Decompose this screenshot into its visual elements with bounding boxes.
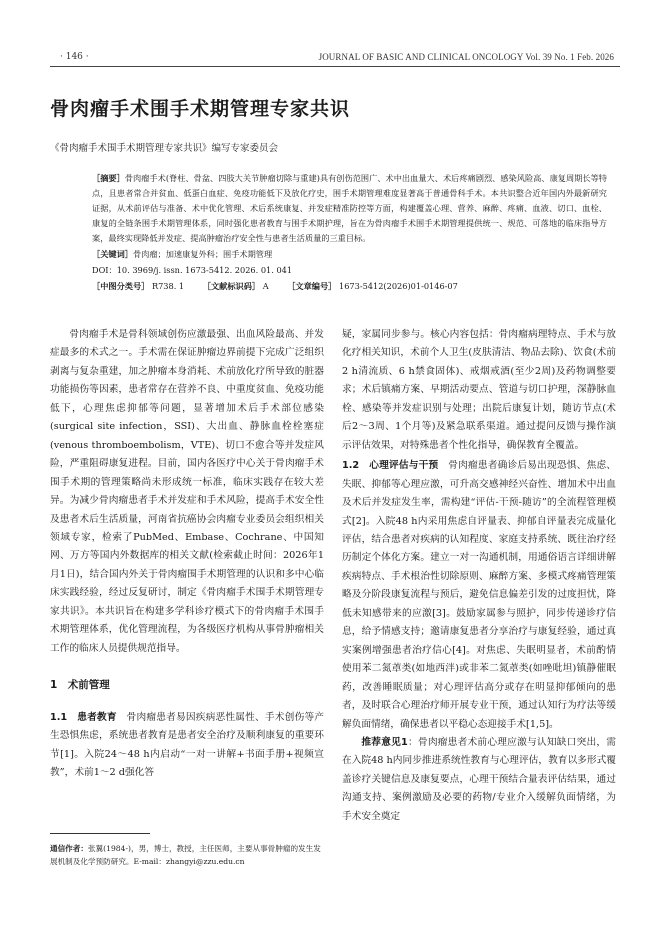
- corresponding-author-footnote: [50, 842, 328, 868]
- doc-code-label: ［文献标识码］: [202, 281, 261, 291]
- section-1-1-heading: 1.1 患者教育: [50, 711, 117, 723]
- section-1-1-paragraph: [50, 709, 324, 783]
- abstract-label: ［摘要］: [92, 173, 125, 183]
- keywords-text: 骨肉瘤；加速康复外科；围手术期管理: [132, 249, 273, 259]
- recommendation-1-text: ：骨肉瘤患者术前心理应激与认知缺口突出，需在入院48 h内同步推进系统性教育与心理评估，教育以多形式覆盖诊疗关键信息及康复要点，心理干预结合量表评估结果，通过沟通支持、案例激励及必要的药物/专业介入缓解负面情绪，为手术安全奠定: [342, 736, 616, 822]
- clc-value: R738. 1: [151, 281, 185, 291]
- abstract-text: 骨肉瘤手术(脊柱、骨盆、四肢大关节肿瘤切除与重建)具有创伤范围广、术中出血量大、术后疼痛剧烈、感染风险高、康复周期长等特点，且患者常合并贫血、低蛋白血症、免疫功能低下及放化疗史，围手术期管理难度显著高于普通骨科手术。本共识整合近年国内外最新研究证据，从术前评估与准备、术中优化管理、术后系统康复、并发症精准防控等方面，构建覆盖心理、营养、麻醉、疼痛、血液、切口、血栓、康复的全链条围手术期管理体系，同时强化患者教育与围手术期护理，旨在为骨肉瘤手术围手术期管理提供统一、规范、可落地的临床指导方案，最终实现降低并发症、提高肿瘤治疗安全性与患者生活质量的三重目标。: [92, 173, 607, 243]
- section-1-2-paragraph: [342, 457, 616, 734]
- footnote-text: 张翼(1984-)，男，博士，教授，主任医师，主要从事骨肿瘤的发生发展机制及化学预防研究。E-mail：zhangyi@zzu.edu.cn: [50, 844, 321, 866]
- section-1-2-heading: 1.2 心理评估与干预: [342, 460, 439, 472]
- page-number: · 146 ·: [60, 52, 89, 62]
- article-id-label: ［文章编号］: [287, 281, 337, 291]
- article-title: 骨肉瘤手术围手术期管理专家共识: [50, 98, 351, 120]
- footnote-rule: [50, 833, 150, 834]
- section-1-2-text: 骨肉瘤患者确诊后易出现恐惧、焦虑、失眠、抑郁等心理应激，可升高交感神经兴奋性、增加术中出血及术后并发症发生率，需构建“评估-干预-随访”的全流程管理模式[2]。入院48 h内采用焦虑自评量表、抑郁自评量表完成量化评估，结合患者对疾病的认知程度、家庭支持系统、既往治疗经历制定个体化方案。建立一对一沟通机制，用通俗语言详细讲解疾病特点、手术根治性切除原则、麻醉方案、多模式疼痛管理策略及分阶段康复流程与预后，避免信息偏差引发的过度担忧，降低未知感带来的应激[3]。鼓励家属参与照护，同步传递诊疗信息，给予情感支持；邀请康复患者分享治疗与康复经验，通过真实案例增强患者治疗信心[4]。对焦虑、失眠明显者，术前酌情使用苯二氮䓬类(如地西泮)或非苯二氮䓬类(如唑吡坦)镇静催眠药，改善睡眠质量；对心理评估高分或存在明显抑郁倾向的患者，及时联合心理治疗师开展专业干预，通过认知行为疗法等缓解负面情绪，确保患者以平稳心态迎接手术[1,5]。: [342, 460, 617, 730]
- abstract-block: [92, 171, 607, 294]
- recommendation-1-label: 推荐意见1: [361, 736, 408, 748]
- journal-running-head: JOURNAL OF BASIC AND CLINICAL ONCOLOGY Vol. 39 No. 1 Feb. 2026: [318, 52, 614, 62]
- header-rule: [50, 66, 620, 67]
- doc-code-value: A: [262, 281, 269, 291]
- intro-paragraph: 骨肉瘤手术是骨科领域创伤应激最强、出血风险最高、并发症最多的术式之一。手术需在保证肿瘤边界前提下完成广泛组织剥离与复杂重建，加之肿瘤本身消耗、术前放化疗所导致的脏器功能损伤等因素，患者常存在营养不良、中重度贫血、免疫功能低下，心理焦虑抑郁等问题，显著增加术后手术部位感染(surgical site infection，SSI)、大出血、静脉血栓栓塞症(venous thromboembolism，VTE)、切口不愈合等并发症风险，严重阻碍康复进程。目前，国内各医疗中心关于骨肉瘤手术围手术期的管理策略尚未形成统一标准，临床实践存在较大差异。为减少骨肉瘤患者手术并发症和手术风险，提高手术安全性及患者术后生活质量，河南省抗癌协会肉瘤专业委员会组织相关领域专家，检索了PubMed、Embase、Cochrane、中国知网、万方等国内外数据库的相关文献(检索截止时间：2026年1月1日)，结合国内外关于骨肉瘤围手术期管理的认识和多中心临床实践经验，经过反复研讨，制定《骨肉瘤手术围手术期管理专家共识》。本共识旨在构建多学科诊疗模式下的骨肉瘤手术围手术期管理体系，优化管理流程，为各级医疗机构从事骨肿瘤相关工作的临床人员提供规范指导。: [50, 329, 324, 654]
- keywords-line: [92, 246, 607, 262]
- keywords-label: ［关键词］: [92, 249, 133, 259]
- clc-label: ［中图分类号］: [92, 281, 150, 291]
- abstract-paragraph: [92, 171, 607, 246]
- classification-line: [92, 278, 607, 294]
- footnote-label: 通信作者：: [50, 844, 88, 853]
- section-1-1-text: 骨肉瘤患者易因疾病恶性属性、手术创伤等产生恐惧焦虑，系统患者教育是患者安全治疗及顺利康复的重要环节[1]。入院24～48 h内启动“一对一讲解+书面手册+视频宣教”，术前1～2 d强化答: [50, 711, 325, 778]
- right-column: [342, 326, 616, 826]
- left-column: [50, 326, 324, 782]
- author-committee: 《骨肉瘤手术围手术期管理专家共识》编写专家委员会: [50, 143, 279, 154]
- continued-paragraph: 疑，家属同步参与。核心内容包括：骨肉瘤病理特点、手术与放化疗相关知识，术前个人卫生(皮肤清洁、物品去除)、饮食(术前2 h清流质、6 h禁食固体)、戒烟戒酒(至少2周)及药物调整要求；术后镇痛方案、早期活动要点、管道与切口护理，深静脉血栓、感染等并发症识别与处理；出院后康复计划，随访节点(术后2～3周、1个月等)及紧急联系渠道。通过提问反馈与操作演示评估效果，对特殊患者个性化指导，确保教育全覆盖。: [342, 329, 616, 451]
- doi-line: DOI：10. 3969/j. issn. 1673-5412. 2026. 01. 041: [92, 265, 293, 275]
- section-1-heading: 1 术前管理: [50, 679, 110, 692]
- recommendation-1-paragraph: [342, 734, 616, 826]
- article-id-value: 1673-5412(2026)01-0146-07: [338, 281, 458, 291]
